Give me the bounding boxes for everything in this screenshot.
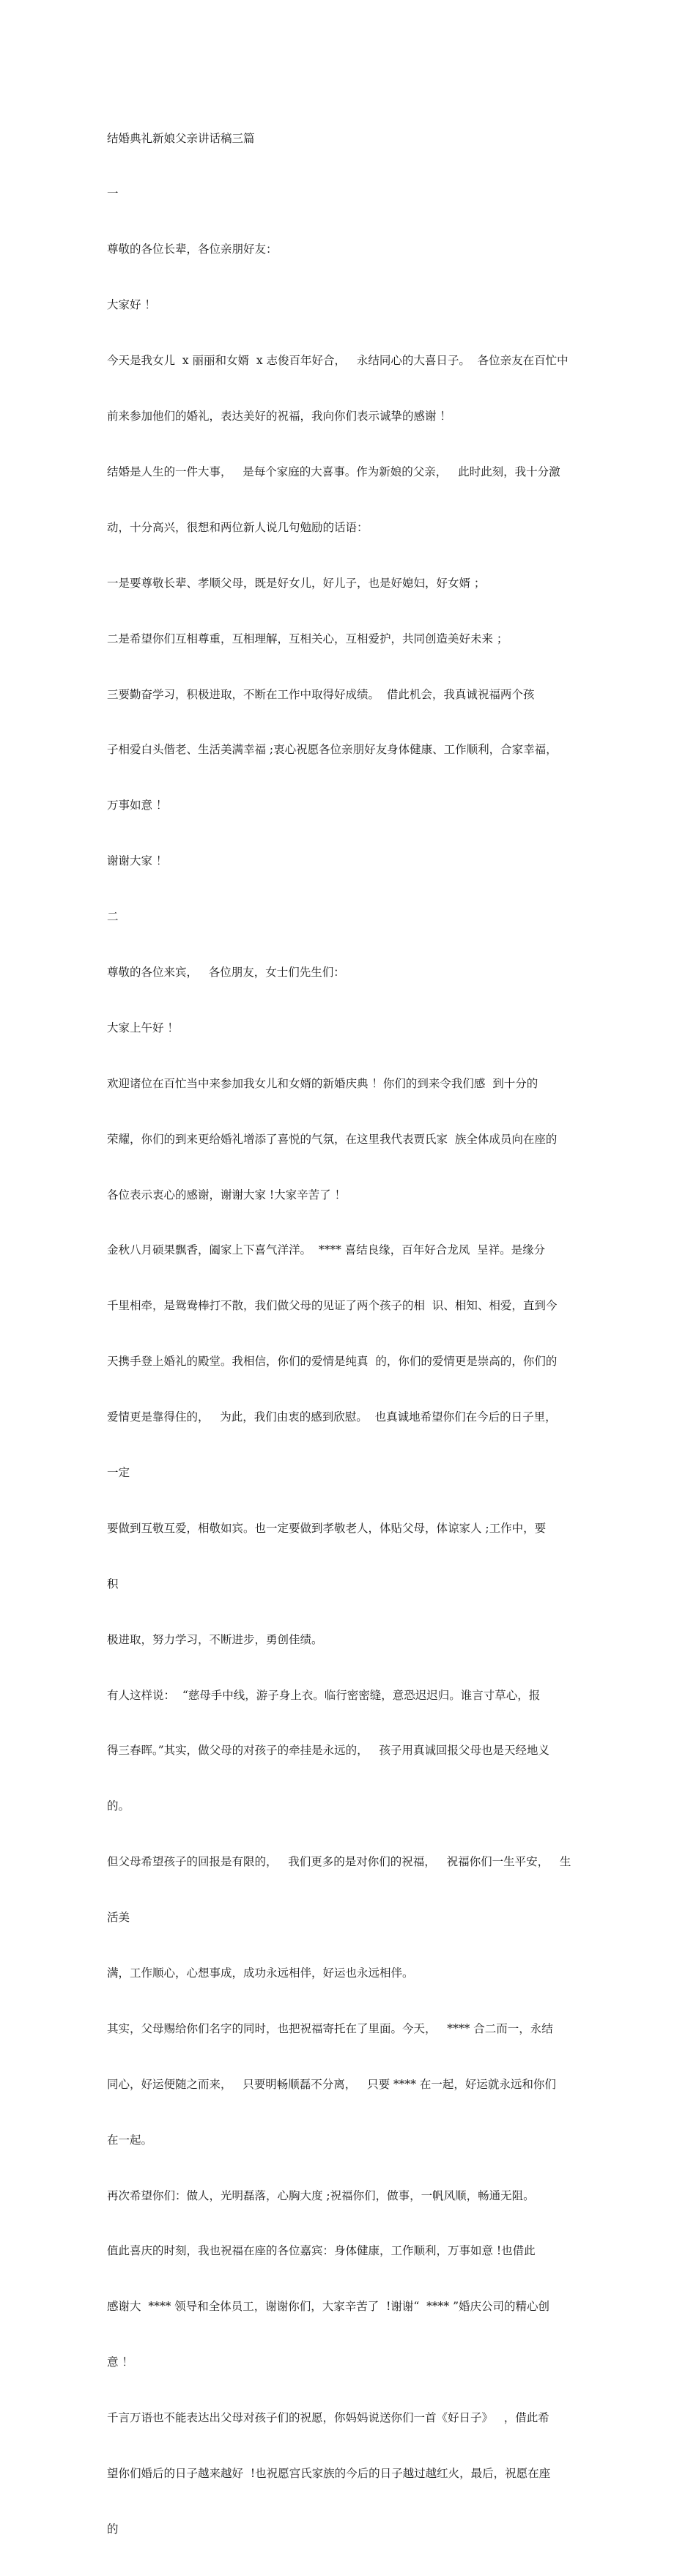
text-line: 三要勤奋学习，积极进取，不断在工作中取得好成绩。 借此机会，我真诚祝福两个孩 xyxy=(107,687,535,701)
text-line: 欢迎诸位在百忙当中来参加我女儿和女婿的新婚庆典 ！你们的到来令我们感 到十分的 xyxy=(107,1076,538,1090)
text-line: 积 xyxy=(107,1577,119,1591)
text-line: 活美 xyxy=(107,1911,130,1925)
text-line: 得三春晖。”其实，做父母的对孩子的牵挂是永远的， 孩子用真诚回报父母也是天经地义 xyxy=(107,1744,549,1758)
text-line: 子相爱白头偕老、生活美满幸福 ;衷心祝愿各位亲朋好友身体健康、工作顺利，合家幸福， xyxy=(107,743,558,757)
text-line: 有人这样说： “慈母手中线，游子身上衣。临行密密缝，意恐迟迟归。谁言寸草心，报 xyxy=(107,1688,541,1702)
text-line: 万事如意 ！ xyxy=(107,799,168,813)
text-line: 极进取，努力学习，不断进步，勇创佳绩。 xyxy=(107,1632,323,1646)
text-line: 动，十分高兴，很想和两位新人说几句勉励的话语： xyxy=(107,520,369,534)
text-line: 千里相牵，是鸳鸯棒打不散，我们做父母的见证了两个孩子的相 识、相知、相爱，直到今 xyxy=(107,1299,558,1313)
text-line: 一定 xyxy=(107,1465,130,1479)
document-title: 结婚典礼新娘父亲讲话稿三篇 xyxy=(107,131,255,145)
text-line: 大家上午好 ！ xyxy=(107,1021,179,1035)
speech-text xyxy=(107,92,596,2576)
text-line: 大家好 ！ xyxy=(107,298,156,312)
text-line: 一是要尊敬长辈、孝顺父母，既是好女儿，好儿子，也是好媳妇，好女婿 ； xyxy=(107,576,486,590)
text-line: 尊敬的各位长辈，各位亲朋好友： xyxy=(107,243,278,256)
text-line: 爱情更是靠得住的， 为此，我们由衷的感到欣慰。 也真诚地希望你们在今后的日子里， xyxy=(107,1410,557,1424)
text-line: 二是希望你们互相尊重，互相理解，互相关心，互相爱护，共同创造美好未来 ； xyxy=(107,632,508,645)
text-line: 其实，父母赐给你们名字的同时，也把祝福寄托在了里面。今天， **** 合二而一，永结 xyxy=(107,2021,553,2035)
text-line: 今天是我女儿 x 丽丽和女婿 x 志俊百年好合， 永结同心的大喜日子。 各位亲友在百忙中 xyxy=(107,354,569,368)
text-line: 前来参加他们的婚礼，表达美好的祝福，我向你们表示诚挚的感谢 ！ xyxy=(107,410,451,423)
text-line: 结婚是人生的一件大事， 是每个家庭的大喜事。作为新娘的父亲， 此时此刻，我十分激 xyxy=(107,465,560,478)
text-line: 要做到互敬互爱，相敬如宾。也一定要做到孝敬老人，体贴父母，体谅家人 ;工作中，要 xyxy=(107,1521,547,1535)
text-line: 望你们婚后的日子越来越好 !也祝愿宫氏家族的今后的日子越过越红火，最后，祝愿在座 xyxy=(107,2467,551,2480)
text-line: 的。 xyxy=(107,1799,130,1813)
text-line: 值此喜庆的时刻，我也祝福在座的各位嘉宾：身体健康，工作顺利，万事如意 !也借此 xyxy=(107,2244,536,2258)
text-line: 千言万语也不能表达出父母对孩子们的祝愿，你妈妈说送你们一首《好日子》 ，借此希 xyxy=(107,2411,549,2425)
text-line: 同心，好运便随之而来， 只要明畅顺磊不分离， 只要 **** 在一起，好运就永远和你们 xyxy=(107,2077,556,2091)
text-line: 意 ！ xyxy=(107,2355,133,2369)
text-line: 谢谢大家 ！ xyxy=(107,854,168,868)
text-line: 满，工作顺心，心想事成，成功永远相伴，好运也永远相伴。 xyxy=(107,1966,414,1980)
text-line: 天携手登上婚礼的殿堂。我相信，你们的爱情是纯真 的，你们的爱情更是崇高的，你们的 xyxy=(107,1355,558,1369)
section-heading-1: 一 xyxy=(107,187,119,201)
text-line: 荣耀，你们的到来更给婚礼增添了喜悦的气氛，在这里我代表贾氏家 族全体成员向在座的 xyxy=(107,1132,558,1146)
text-line: 尊敬的各位来宾， 各位朋友，女士们先生们： xyxy=(107,965,345,979)
text-line: 感谢大 **** 领导和全体员工，谢谢你们，大家辛苦了 !谢谢“ **** ”婚庆公司的精心创 xyxy=(107,2300,549,2314)
section-heading-2: 二 xyxy=(107,910,119,924)
text-line: 金秋八月硕果飘香，阖家上下喜气洋洋。 **** 喜结良缘，百年好合龙凤 呈祥。是缘分 xyxy=(107,1243,546,1257)
text-line: 的 xyxy=(107,2522,119,2536)
text-line: 但父母希望孩子的回报是有限的， 我们更多的是对你们的祝福， 祝福你们一生平安， 生 xyxy=(107,1855,571,1869)
text-line: 各位表示衷心的感谢，谢谢大家 !大家辛苦了 ！ xyxy=(107,1188,347,1202)
text-line: 再次希望你们：做人，光明磊落，心胸大度 ;祝福你们，做事，一帆风顺，畅通无阻。 xyxy=(107,2188,535,2202)
text-line: 在一起。 xyxy=(107,2133,153,2147)
